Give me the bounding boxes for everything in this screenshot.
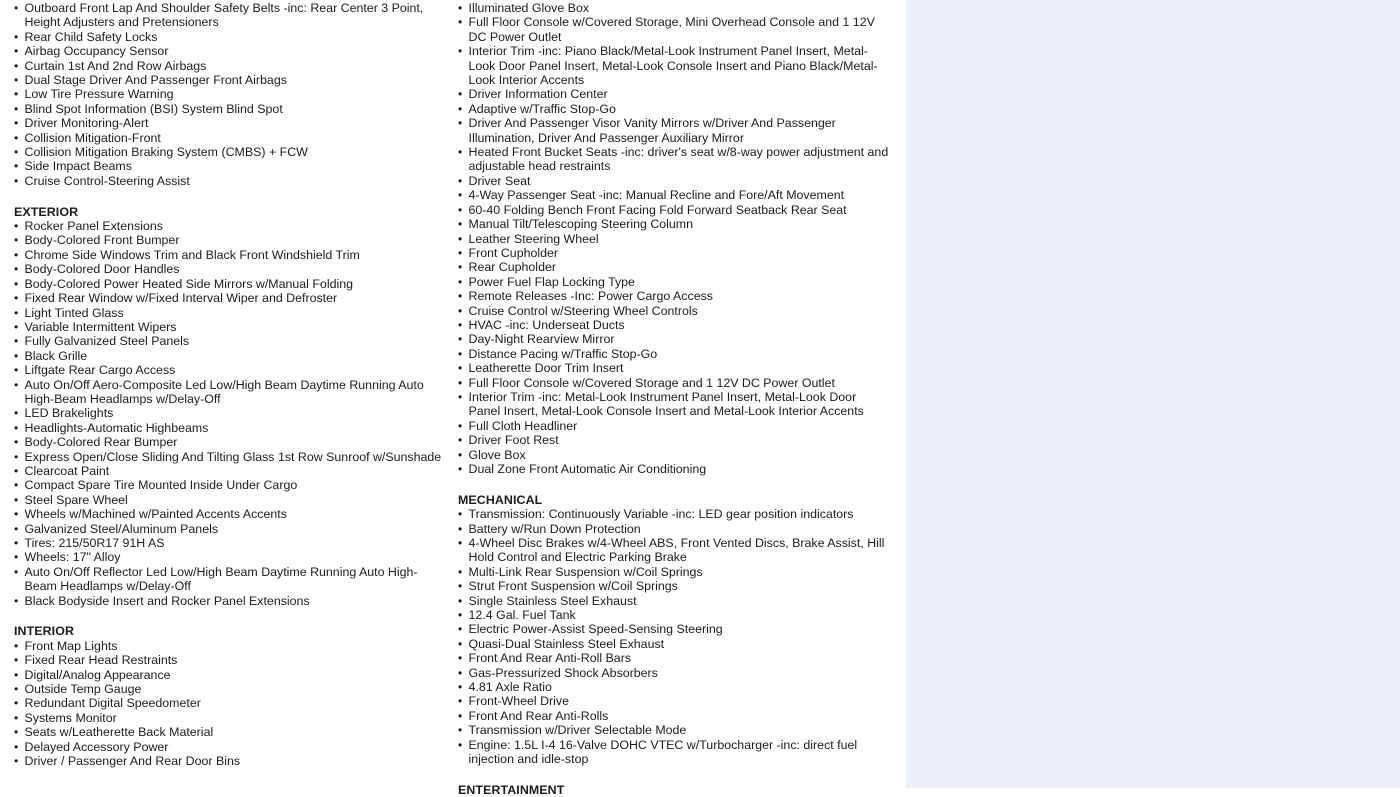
feature-list-item: • Outboard Front Lap And Shoulder Safety Belts -inc: Rear Center 3 Point, Height Adjusters and Pretensioners (14, 1, 446, 30)
exterior-heading: EXTERIOR (14, 204, 79, 219)
feature-list-item: • LED Brakelights (14, 406, 446, 420)
feature-list-item: • Driver Information Center (458, 87, 890, 101)
feature-list-item: • 60-40 Folding Bench Front Facing Fold Forward Seatback Rear Seat (458, 203, 890, 217)
feature-list-item: • Front Cupholder (458, 246, 890, 260)
feature-list-item: • Body-Colored Rear Bumper (14, 435, 446, 449)
feature-list-item: • Driver Monitoring-Alert (14, 116, 446, 130)
feature-list-item: • Front And Rear Anti-Roll Bars (458, 651, 890, 665)
feature-list-item: • Delayed Accessory Power (14, 740, 446, 754)
feature-list-item: • Fixed Rear Head Restraints (14, 653, 446, 667)
feature-list-item: • Driver Seat (458, 174, 890, 188)
feature-list-item: • Full Cloth Headliner (458, 419, 890, 433)
feature-list-item: • Rocker Panel Extensions (14, 219, 446, 233)
feature-list-item: • Rear Child Safety Locks (14, 30, 446, 44)
feature-list-item: • HVAC -inc: Underseat Ducts (458, 318, 890, 332)
feature-list-item: • Rear Cupholder (458, 260, 890, 274)
feature-list-item: • Glove Box (458, 448, 890, 462)
interior-heading: INTERIOR (14, 624, 75, 639)
feature-list-item: • Full Floor Console w/Covered Storage, Mini Overhead Console and 1 12V DC Power Outlet (458, 15, 890, 44)
section-spacer (14, 608, 446, 624)
feature-list-item: • Clearcoat Paint (14, 464, 446, 478)
feature-list-item: • Adaptive w/Traffic Stop-Go (458, 102, 890, 116)
feature-list-item: • Illuminated Glove Box (458, 1, 890, 15)
feature-list-item: • Leatherette Door Trim Insert (458, 361, 890, 375)
feature-list-item: • 12.4 Gal. Fuel Tank (458, 608, 890, 622)
feature-list-item: • Seats w/Leatherette Back Material (14, 725, 446, 739)
feature-list-item: • Front Map Lights (14, 639, 446, 653)
feature-list-item: • Interior Trim -inc: Metal-Look Instrument Panel Insert, Metal-Look Door Panel Insert, Metal-Look Console Insert and Metal-Look Interior Accents (458, 390, 890, 419)
feature-list-item: • Driver Foot Rest (458, 433, 890, 447)
feature-list-item: • Chrome Side Windows Trim and Black Front Windshield Trim (14, 248, 446, 262)
feature-list-item: • Black Grille (14, 349, 446, 363)
feature-list-item: • Body-Colored Front Bumper (14, 233, 446, 247)
feature-list-item: • Fully Galvanized Steel Panels (14, 334, 446, 348)
feature-list-item: • Digital/Analog Appearance (14, 668, 446, 682)
feature-list-item: • 4-Wheel Disc Brakes w/4-Wheel ABS, Front Vented Discs, Brake Assist, Hill Hold Control and Electric Parking Brake (458, 536, 890, 565)
feature-list-item: • Dual Zone Front Automatic Air Conditioning (458, 462, 890, 476)
feature-list-item: • Outside Temp Gauge (14, 682, 446, 696)
feature-list-item: • Quasi-Dual Stainless Steel Exhaust (458, 637, 890, 651)
feature-list-item: • Day-Night Rearview Mirror (458, 332, 890, 346)
feature-list-item: • Collision Mitigation-Front (14, 131, 446, 145)
feature-list-item: • Fixed Rear Window w/Fixed Interval Wiper and Defroster (14, 291, 446, 305)
feature-list-item: • Full Floor Console w/Covered Storage and 1 12V DC Power Outlet (458, 376, 890, 390)
feature-list-item: • Systems Monitor (14, 711, 446, 725)
feature-list-item: • Auto On/Off Aero-Composite Led Low/High Beam Daytime Running Auto High-Beam Headlamps w/Delay-Off (14, 378, 446, 407)
feature-list-item: • Galvanized Steel/Aluminum Panels (14, 522, 446, 536)
left-column (14, 1, 446, 768)
exterior-feature-list (14, 219, 446, 608)
feature-list-item: • Battery w/Run Down Protection (458, 522, 890, 536)
feature-list-item: • Multi-Link Rear Suspension w/Coil Springs (458, 565, 890, 579)
feature-list-item: • Transmission: Continuously Variable -inc: LED gear position indicators (458, 507, 890, 521)
feature-list-item: • Low Tire Pressure Warning (14, 87, 446, 101)
feature-list-item: • Wheels: 17" Alloy (14, 550, 446, 564)
feature-list-item: • Body-Colored Door Handles (14, 262, 446, 276)
feature-list-item: • Driver / Passenger And Rear Door Bins (14, 754, 446, 768)
feature-list-item: • Front-Wheel Drive (458, 694, 890, 708)
feature-list-item: • Manual Tilt/Telescoping Steering Column (458, 217, 890, 231)
interior-continued-feature-list (458, 1, 890, 476)
interior-feature-list (14, 639, 446, 769)
feature-list-item: • Curtain 1st And 2nd Row Airbags (14, 59, 446, 73)
feature-list-item: • Express Open/Close Sliding And Tilting Glass 1st Row Sunroof w/Sunshade (14, 450, 446, 464)
feature-list-item: • Side Impact Beams (14, 159, 446, 173)
feature-list-item: • Dual Stage Driver And Passenger Front Airbags (14, 73, 446, 87)
feature-list-item: • Headlights-Automatic Highbeams (14, 421, 446, 435)
safety-feature-list (14, 1, 446, 188)
feature-list-item: • Body-Colored Power Heated Side Mirrors w/Manual Folding (14, 277, 446, 291)
feature-list-item: • Liftgate Rear Cargo Access (14, 363, 446, 377)
feature-list-item: • Collision Mitigation Braking System (CMBS) + FCW (14, 145, 446, 159)
feature-list-item: • Wheels w/Machined w/Painted Accents Accents (14, 507, 446, 521)
section-spacer (458, 767, 890, 783)
feature-list-item: • Distance Pacing w/Traffic Stop-Go (458, 347, 890, 361)
feature-list-item: • Driver And Passenger Visor Vanity Mirrors w/Driver And Passenger Illumination, Driver And Passenger Auxiliary Mirror (458, 116, 890, 145)
feature-list-item: • Light Tinted Glass (14, 306, 446, 320)
viewer-background-panel (906, 0, 1400, 788)
feature-list-item: • Electric Power-Assist Speed-Sensing Steering (458, 622, 890, 636)
feature-list-item: • Black Bodyside Insert and Rocker Panel Extensions (14, 594, 446, 608)
feature-list-item: • Variable Intermittent Wipers (14, 320, 446, 334)
mechanical-heading: MECHANICAL (458, 492, 543, 507)
feature-list-item: • Leather Steering Wheel (458, 232, 890, 246)
entertainment-heading: ENTERTAINMENT (458, 782, 565, 797)
feature-list-item: • Single Stainless Steel Exhaust (458, 594, 890, 608)
feature-list-item: • Tires: 215/50R17 91H AS (14, 536, 446, 550)
feature-list-item: • Engine: 1.5L I-4 16-Valve DOHC VTEC w/Turbocharger -inc: direct fuel injection and idle-stop (458, 738, 890, 767)
feature-list-item: • Auto On/Off Reflector Led Low/High Beam Daytime Running Auto High-Beam Headlamps w/Delay-Off (14, 565, 446, 594)
mechanical-feature-list (458, 507, 890, 766)
feature-list-item: • Cruise Control-Steering Assist (14, 174, 446, 188)
feature-list-item: • Redundant Digital Speedometer (14, 696, 446, 710)
section-spacer (458, 476, 890, 492)
feature-list-item: • Cruise Control w/Steering Wheel Controls (458, 304, 890, 318)
feature-list-item: • Remote Releases -Inc: Power Cargo Access (458, 289, 890, 303)
section-spacer (14, 188, 446, 204)
feature-list-item: • Interior Trim -inc: Piano Black/Metal-Look Instrument Panel Insert, Metal-Look Door Panel Insert, Metal-Look Console Insert and Piano Black/Metal-Look Interior Accents (458, 44, 890, 87)
feature-list-item: • 4-Way Passenger Seat -inc: Manual Recline and Fore/Aft Movement (458, 188, 890, 202)
feature-list-item: • Compact Spare Tire Mounted Inside Under Cargo (14, 478, 446, 492)
feature-list-item: • Front And Rear Anti-Rolls (458, 709, 890, 723)
feature-list-item: • Transmission w/Driver Selectable Mode (458, 723, 890, 737)
feature-list-item: • 4.81 Axle Ratio (458, 680, 890, 694)
right-column (458, 1, 890, 797)
feature-list-item: • Strut Front Suspension w/Coil Springs (458, 579, 890, 593)
feature-list-item: • Blind Spot Information (BSI) System Blind Spot (14, 102, 446, 116)
feature-list-item: • Steel Spare Wheel (14, 493, 446, 507)
feature-list-item: • Airbag Occupancy Sensor (14, 44, 446, 58)
feature-list-item: • Gas-Pressurized Shock Absorbers (458, 666, 890, 680)
feature-list-item: • Power Fuel Flap Locking Type (458, 275, 890, 289)
feature-list-item: • Heated Front Bucket Seats -inc: driver's seat w/8-way power adjustment and adjustable head restraints (458, 145, 890, 174)
